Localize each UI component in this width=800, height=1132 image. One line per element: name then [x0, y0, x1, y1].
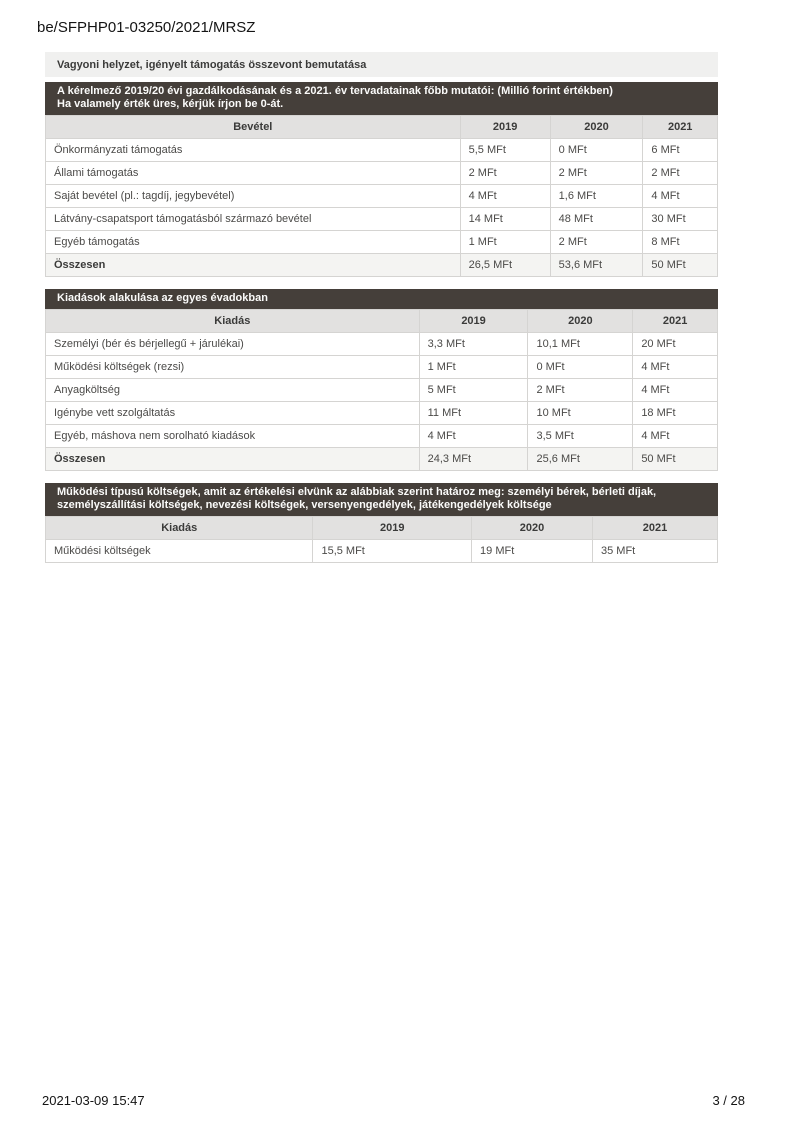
value-2021: 4 MFt	[643, 184, 718, 207]
row-label: Saját bevétel (pl.: tagdíj, jegybevétel)	[46, 184, 461, 207]
section-revenue-header	[45, 82, 718, 115]
table-header-row	[46, 516, 718, 539]
value-2020: 10 MFt	[528, 401, 633, 424]
operational-costs-table	[45, 516, 718, 563]
section-revenue-header-line1: A kérelmező 2019/20 évi gazdálkodásának és a 2021. év tervadatainak főbb mutatói: (Millió forint értékben)	[57, 85, 613, 97]
value-2019: 14 MFt	[460, 207, 550, 230]
document-reference: be/SFPHP01-03250/2021/MRSZ	[37, 19, 256, 36]
table-row	[46, 230, 718, 253]
section-expenses-header	[45, 289, 718, 309]
section-revenue	[45, 82, 718, 277]
total-label: Összesen	[46, 253, 461, 276]
column-header-2019: 2019	[419, 309, 528, 332]
table-row	[46, 207, 718, 230]
section-expenses-header-line1: Kiadások alakulása az egyes évadokban	[57, 291, 268, 304]
value-2019: 11 MFt	[419, 401, 528, 424]
row-label: Működési költségek	[46, 539, 313, 562]
value-2020: 2 MFt	[550, 230, 643, 253]
table-row	[46, 138, 718, 161]
value-2021: 18 MFt	[633, 401, 718, 424]
value-2020: 2 MFt	[550, 161, 643, 184]
row-label: Állami támogatás	[46, 161, 461, 184]
value-2021: 30 MFt	[643, 207, 718, 230]
row-label: Működési költségek (rezsi)	[46, 355, 420, 378]
value-2020: 10,1 MFt	[528, 332, 633, 355]
table-row	[46, 401, 718, 424]
value-2021: 2 MFt	[643, 161, 718, 184]
value-2020: 0 MFt	[528, 355, 633, 378]
value-2020: 19 MFt	[472, 539, 593, 562]
total-2019: 24,3 MFt	[419, 447, 528, 470]
value-2020: 2 MFt	[528, 378, 633, 401]
value-2021: 20 MFt	[633, 332, 718, 355]
value-2019: 5 MFt	[419, 378, 528, 401]
table-header-row	[46, 309, 718, 332]
value-2020: 3,5 MFt	[528, 424, 633, 447]
column-header-kiadas: Kiadás	[46, 516, 313, 539]
value-2021: 35 MFt	[592, 539, 717, 562]
summary-bar: Vagyoni helyzet, igényelt támogatás összevont bemutatása	[45, 52, 718, 77]
column-header-2021: 2021	[633, 309, 718, 332]
section-operational-costs-header	[45, 483, 718, 516]
row-label: Igénybe vett szolgáltatás	[46, 401, 420, 424]
footer-page-number: 3 / 28	[712, 1093, 745, 1108]
value-2019: 1 MFt	[419, 355, 528, 378]
section-expenses	[45, 289, 718, 471]
value-2021: 6 MFt	[643, 138, 718, 161]
table-header-row	[46, 115, 718, 138]
total-2021: 50 MFt	[633, 447, 718, 470]
table-row	[46, 332, 718, 355]
section-operational-costs	[45, 483, 718, 563]
footer-timestamp: 2021-03-09 15:47	[42, 1093, 145, 1108]
table-row	[46, 184, 718, 207]
revenue-table	[45, 115, 718, 277]
row-label: Személyi (bér és bérjellegű + járulékai)	[46, 332, 420, 355]
value-2019: 15,5 MFt	[313, 539, 472, 562]
table-row	[46, 355, 718, 378]
total-row	[46, 253, 718, 276]
value-2021: 4 MFt	[633, 424, 718, 447]
row-label: Látvány-csapatsport támogatásból származó bevétel	[46, 207, 461, 230]
value-2019: 4 MFt	[419, 424, 528, 447]
value-2021: 4 MFt	[633, 378, 718, 401]
total-2020: 25,6 MFt	[528, 447, 633, 470]
column-header-2020: 2020	[550, 115, 643, 138]
page-footer	[42, 1093, 745, 1108]
value-2020: 1,6 MFt	[550, 184, 643, 207]
expenses-table	[45, 309, 718, 471]
page-content	[45, 52, 718, 575]
section-operational-costs-header-line1: Működési típusú költségek, amit az értékelési elvünk az alábbiak szerint határoz meg: személyi bérek, bérleti díjak, személyszállítási költségek, nevezési költségek, versenyengedélyek, játékengedélyek költsége	[57, 485, 657, 511]
total-2019: 26,5 MFt	[460, 253, 550, 276]
table-row	[46, 378, 718, 401]
row-label: Egyéb támogatás	[46, 230, 461, 253]
column-header-kiadas: Kiadás	[46, 309, 420, 332]
column-header-2019: 2019	[460, 115, 550, 138]
total-2020: 53,6 MFt	[550, 253, 643, 276]
value-2019: 5,5 MFt	[460, 138, 550, 161]
column-header-2021: 2021	[643, 115, 718, 138]
value-2019: 3,3 MFt	[419, 332, 528, 355]
section-revenue-header-line2: Ha valamely érték üres, kérjük írjon be 0-át.	[57, 97, 284, 110]
value-2019: 2 MFt	[460, 161, 550, 184]
row-label: Anyagköltség	[46, 378, 420, 401]
column-header-2020: 2020	[528, 309, 633, 332]
column-header-bevetel: Bevétel	[46, 115, 461, 138]
total-2021: 50 MFt	[643, 253, 718, 276]
table-row	[46, 424, 718, 447]
column-header-2021: 2021	[592, 516, 717, 539]
column-header-2020: 2020	[472, 516, 593, 539]
row-label: Önkormányzati támogatás	[46, 138, 461, 161]
value-2021: 8 MFt	[643, 230, 718, 253]
total-label: Összesen	[46, 447, 420, 470]
table-row	[46, 539, 718, 562]
column-header-2019: 2019	[313, 516, 472, 539]
value-2019: 4 MFt	[460, 184, 550, 207]
value-2020: 0 MFt	[550, 138, 643, 161]
row-label: Egyéb, máshova nem sorolható kiadások	[46, 424, 420, 447]
value-2019: 1 MFt	[460, 230, 550, 253]
table-row	[46, 161, 718, 184]
total-row	[46, 447, 718, 470]
value-2021: 4 MFt	[633, 355, 718, 378]
value-2020: 48 MFt	[550, 207, 643, 230]
